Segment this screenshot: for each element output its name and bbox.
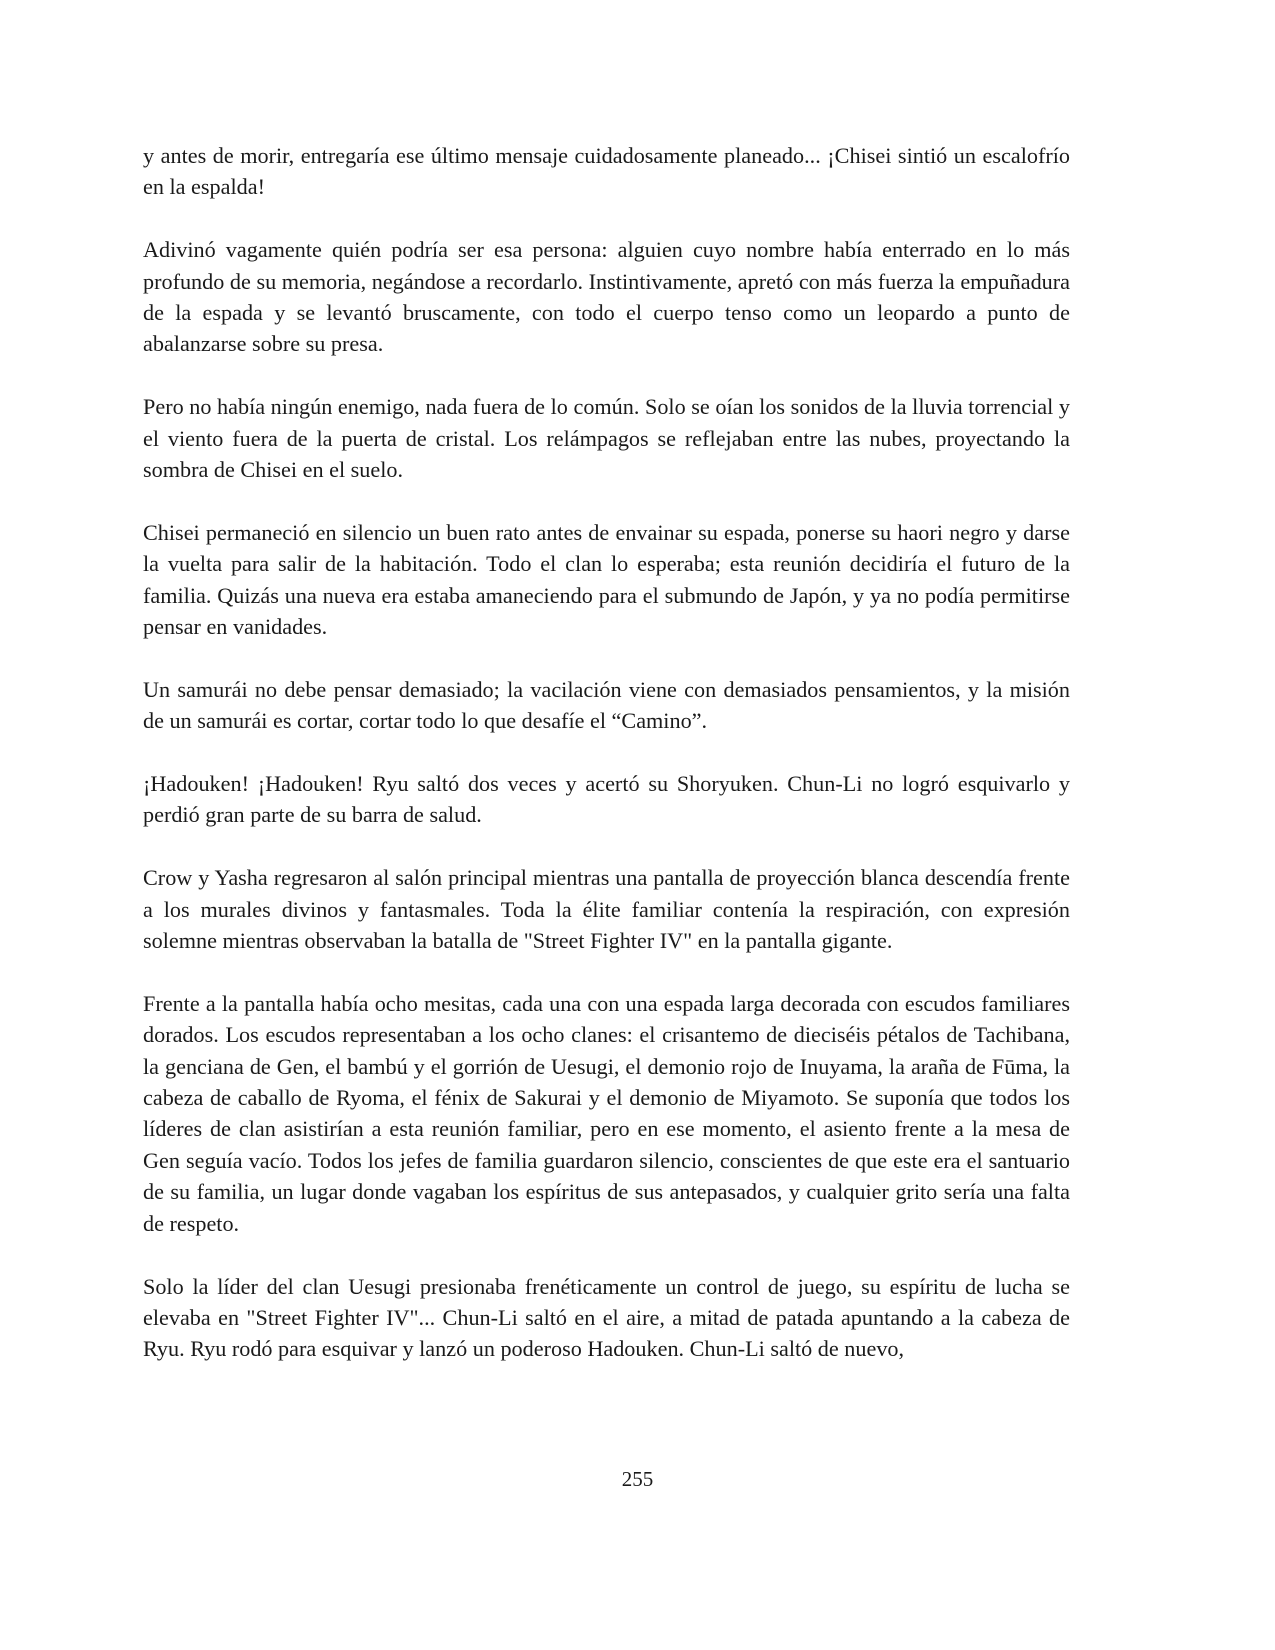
paragraph: Chisei permaneció en silencio un buen rato antes de envainar su espada, ponerse su haori negro y darse la vuelta para salir de la habitación. Todo el clan lo esperaba; esta reunión decidiría el futuro de la familia. Quizás una nueva era estaba amaneciendo para el submundo de Japón, y ya no podía permitirse pensar en vanidades. (143, 519, 1070, 640)
paragraph: Crow y Yasha regresaron al salón principal mientras una pantalla de proyección blanca descendía frente a los murales divinos y fantasmales. Toda la élite familiar contenía la respiración, con expresión solemne mientras observaban la batalla de "Street Fighter IV" en la pantalla gigante. (143, 865, 1070, 954)
paragraph: y antes de morir, entregaría ese último mensaje cuidadosamente planeado... ¡Chisei sintió un escalofrío en la espalda! (143, 143, 1070, 200)
paragraph: ¡Hadouken! ¡Hadouken! Ryu saltó dos veces y acertó su Shoryuken. Chun-Li no logró esquivarlo y perdió gran parte de su barra de salud. (143, 771, 1070, 828)
page-body (143, 140, 1070, 1396)
paragraph: Solo la líder del clan Uesugi presionaba frenéticamente un control de juego, su espíritu de lucha se elevaba en "Street Fighter IV"... Chun-Li saltó en el aire, a mitad de patada apuntando a la cabeza de Ryu. Ryu rodó para esquivar y lanzó un poderoso Hadouken. Chun-Li saltó de nuevo, (143, 1273, 1070, 1362)
paragraph: Un samurái no debe pensar demasiado; la vacilación viene con demasiados pensamientos, y la misión de un samurái es cortar, cortar todo lo que desafíe el “Camino”. (143, 676, 1070, 734)
page-number: 255 (621, 1467, 654, 1491)
paragraph: Pero no había ningún enemigo, nada fuera de lo común. Solo se oían los sonidos de la lluvia torrencial y el viento fuera de la puerta de cristal. Los relámpagos se reflejaban entre las nubes, proyectando la sombra de Chisei en el suelo. (143, 394, 1070, 483)
paragraph: Adivinó vagamente quién podría ser esa persona: alguien cuyo nombre había enterrado en lo más profundo de su memoria, negándose a recordarlo. Instintivamente, apretó con más fuerza la empuñadura de la espada y se levantó bruscamente, con todo el cuerpo tenso como un leopardo a punto de abalanzarse sobre su presa. (143, 237, 1070, 357)
paragraph: Frente a la pantalla había ocho mesitas, cada una con una espada larga decorada con escudos familiares dorados. Los escudos representaban a los ocho clanes: el crisantemo de dieciséis pétalos de Tachibana, la genciana de Gen, el bambú y el gorrión de Uesugi, el demonio rojo de Inuyama, la araña de Fūma, la cabeza de caballo de Ryoma, el fénix de Sakurai y el demonio de Miyamoto. Se suponía que todos los líderes de clan asistirían a esta reunión familiar, pero en ese momento, el asiento frente a la mesa de Gen seguía vacío. Todos los jefes de familia guardaron silencio, conscientes de que este era el santuario de su familia, un lugar donde vagaban los espíritus de sus antepasados, y cualquier grito sería una falta de respeto. (143, 990, 1070, 1236)
